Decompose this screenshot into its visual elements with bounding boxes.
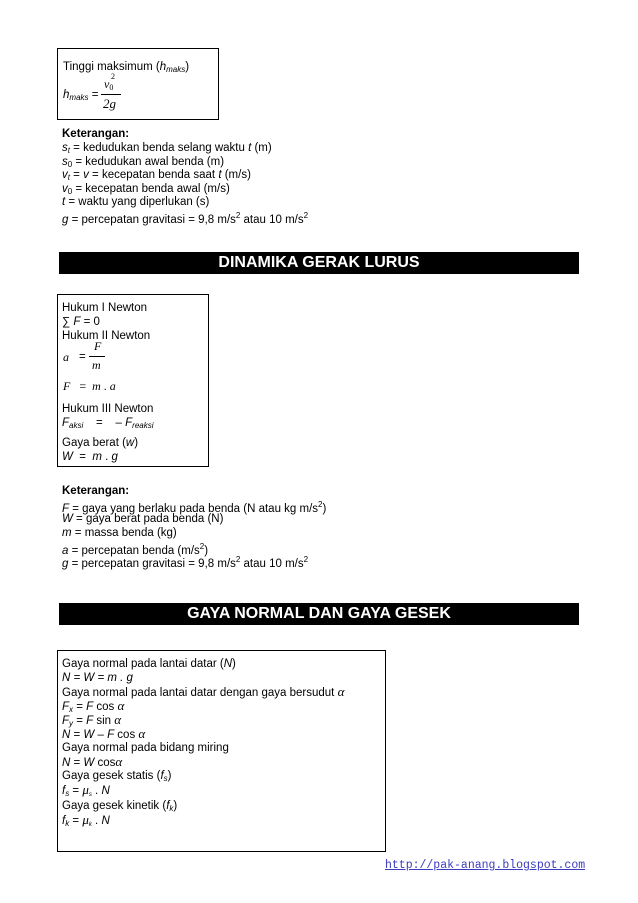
max-height-fraction-bar [101, 94, 121, 95]
legend-1-line-3: $v_t = v$ = kecepatan benda saat t (m/s) [62, 169, 251, 182]
legend-2-line-4: a = percepatan benda $(m/s^2)$ [62, 542, 209, 557]
normal-angled-title: Gaya normal pada lantai datar dengan gaya bersudut α [62, 684, 345, 699]
legend-1-line-2: $s_0$ = kedudukan awal benda (m) [62, 156, 225, 169]
force-y-formula: $F_y = F$ sin α [62, 712, 122, 728]
newton-2-fraction-bar [89, 356, 105, 357]
newton-2-denominator: m [92, 358, 101, 372]
normal-incline-formula: N = W cosα [62, 754, 123, 769]
max-height-formula-lhs: $h_{maks}$ = [63, 89, 99, 102]
normal-flat-formula: N = W = m . g [62, 672, 133, 684]
weight-title: Gaya berat (w) [62, 437, 139, 449]
max-height-box [57, 48, 219, 120]
newton-1-title: Hukum I Newton [62, 302, 148, 314]
legend-2-line-5: g = percepatan gravitasi = 9,8 $m/s^2$ atau 10 $m/s^2$ [62, 555, 309, 570]
kinetic-friction-formula: $f_k = \mu_k$ . N [62, 812, 110, 828]
footer-blog-link[interactable]: http://pak-anang.blogspot.com [385, 859, 586, 872]
normal-flat-title: Gaya normal pada lantai datar (N) [62, 658, 236, 670]
max-height-denominator: 2g [103, 96, 116, 111]
legend-2-line-2: W = gaya berat pada benda (N) [62, 513, 224, 525]
newton-3-title: Hukum III Newton [62, 403, 154, 415]
static-friction-title: Gaya gesek statis $(f_s)$ [62, 770, 172, 783]
newton-2-numerator: F [94, 339, 102, 353]
newton-2-lhs: a [63, 350, 69, 364]
kinetic-friction-title: Gaya gesek kinetik $(f_k)$ [62, 800, 178, 813]
section-heading-normal-friction: GAYA NORMAL DAN GAYA GESEK [59, 603, 579, 625]
legend-2-line-1: F = gaya yang berlaku pada benda (N atau kg $m/s^2$) [62, 500, 327, 515]
section-heading-dynamics: DINAMIKA GERAK LURUS [59, 252, 579, 274]
max-height-numerator: $v_0$ [104, 77, 114, 92]
legend-2-line-3: m = massa benda (kg) [62, 527, 177, 539]
legend-heading-1: Keterangan: [62, 128, 130, 140]
normal-incline-title: Gaya normal pada bidang miring [62, 742, 229, 754]
max-height-title: Tinggi maksimum $(h_{maks})$ [63, 61, 190, 74]
newton-2-formula-2: F = m . a [63, 379, 116, 393]
legend-1-line-5: t = waktu yang diperlukan (s) [62, 196, 210, 208]
newton-1-formula: ∑ F = 0 [62, 316, 100, 328]
legend-1-line-1: $s_t$ = kedudukan benda selang waktu t (m) [62, 142, 272, 155]
static-friction-formula: $f_s = \mu_s$ . N [62, 782, 110, 798]
normal-angled-formula: N = W – F cos α [62, 726, 146, 741]
weight-formula: W = m . g [62, 451, 118, 463]
newton-2-eq: = [79, 351, 86, 363]
legend-1-line-4: $v_0$ = kecepatan benda awal (m/s) [62, 183, 230, 196]
legend-heading-2: Keterangan: [62, 485, 130, 497]
newton-3-formula: $F_{aksi}$ = – $F_{reaksi}$ [62, 417, 154, 430]
max-height-numerator-sup: 2 [111, 72, 115, 81]
newton-2-title: Hukum II Newton [62, 330, 151, 342]
legend-1-line-6: g = percepatan gravitasi = 9,8 $m/s^2$ atau 10 $m/s^2$ [62, 211, 309, 226]
force-x-formula: $F_x = F$ cos α [62, 698, 125, 714]
